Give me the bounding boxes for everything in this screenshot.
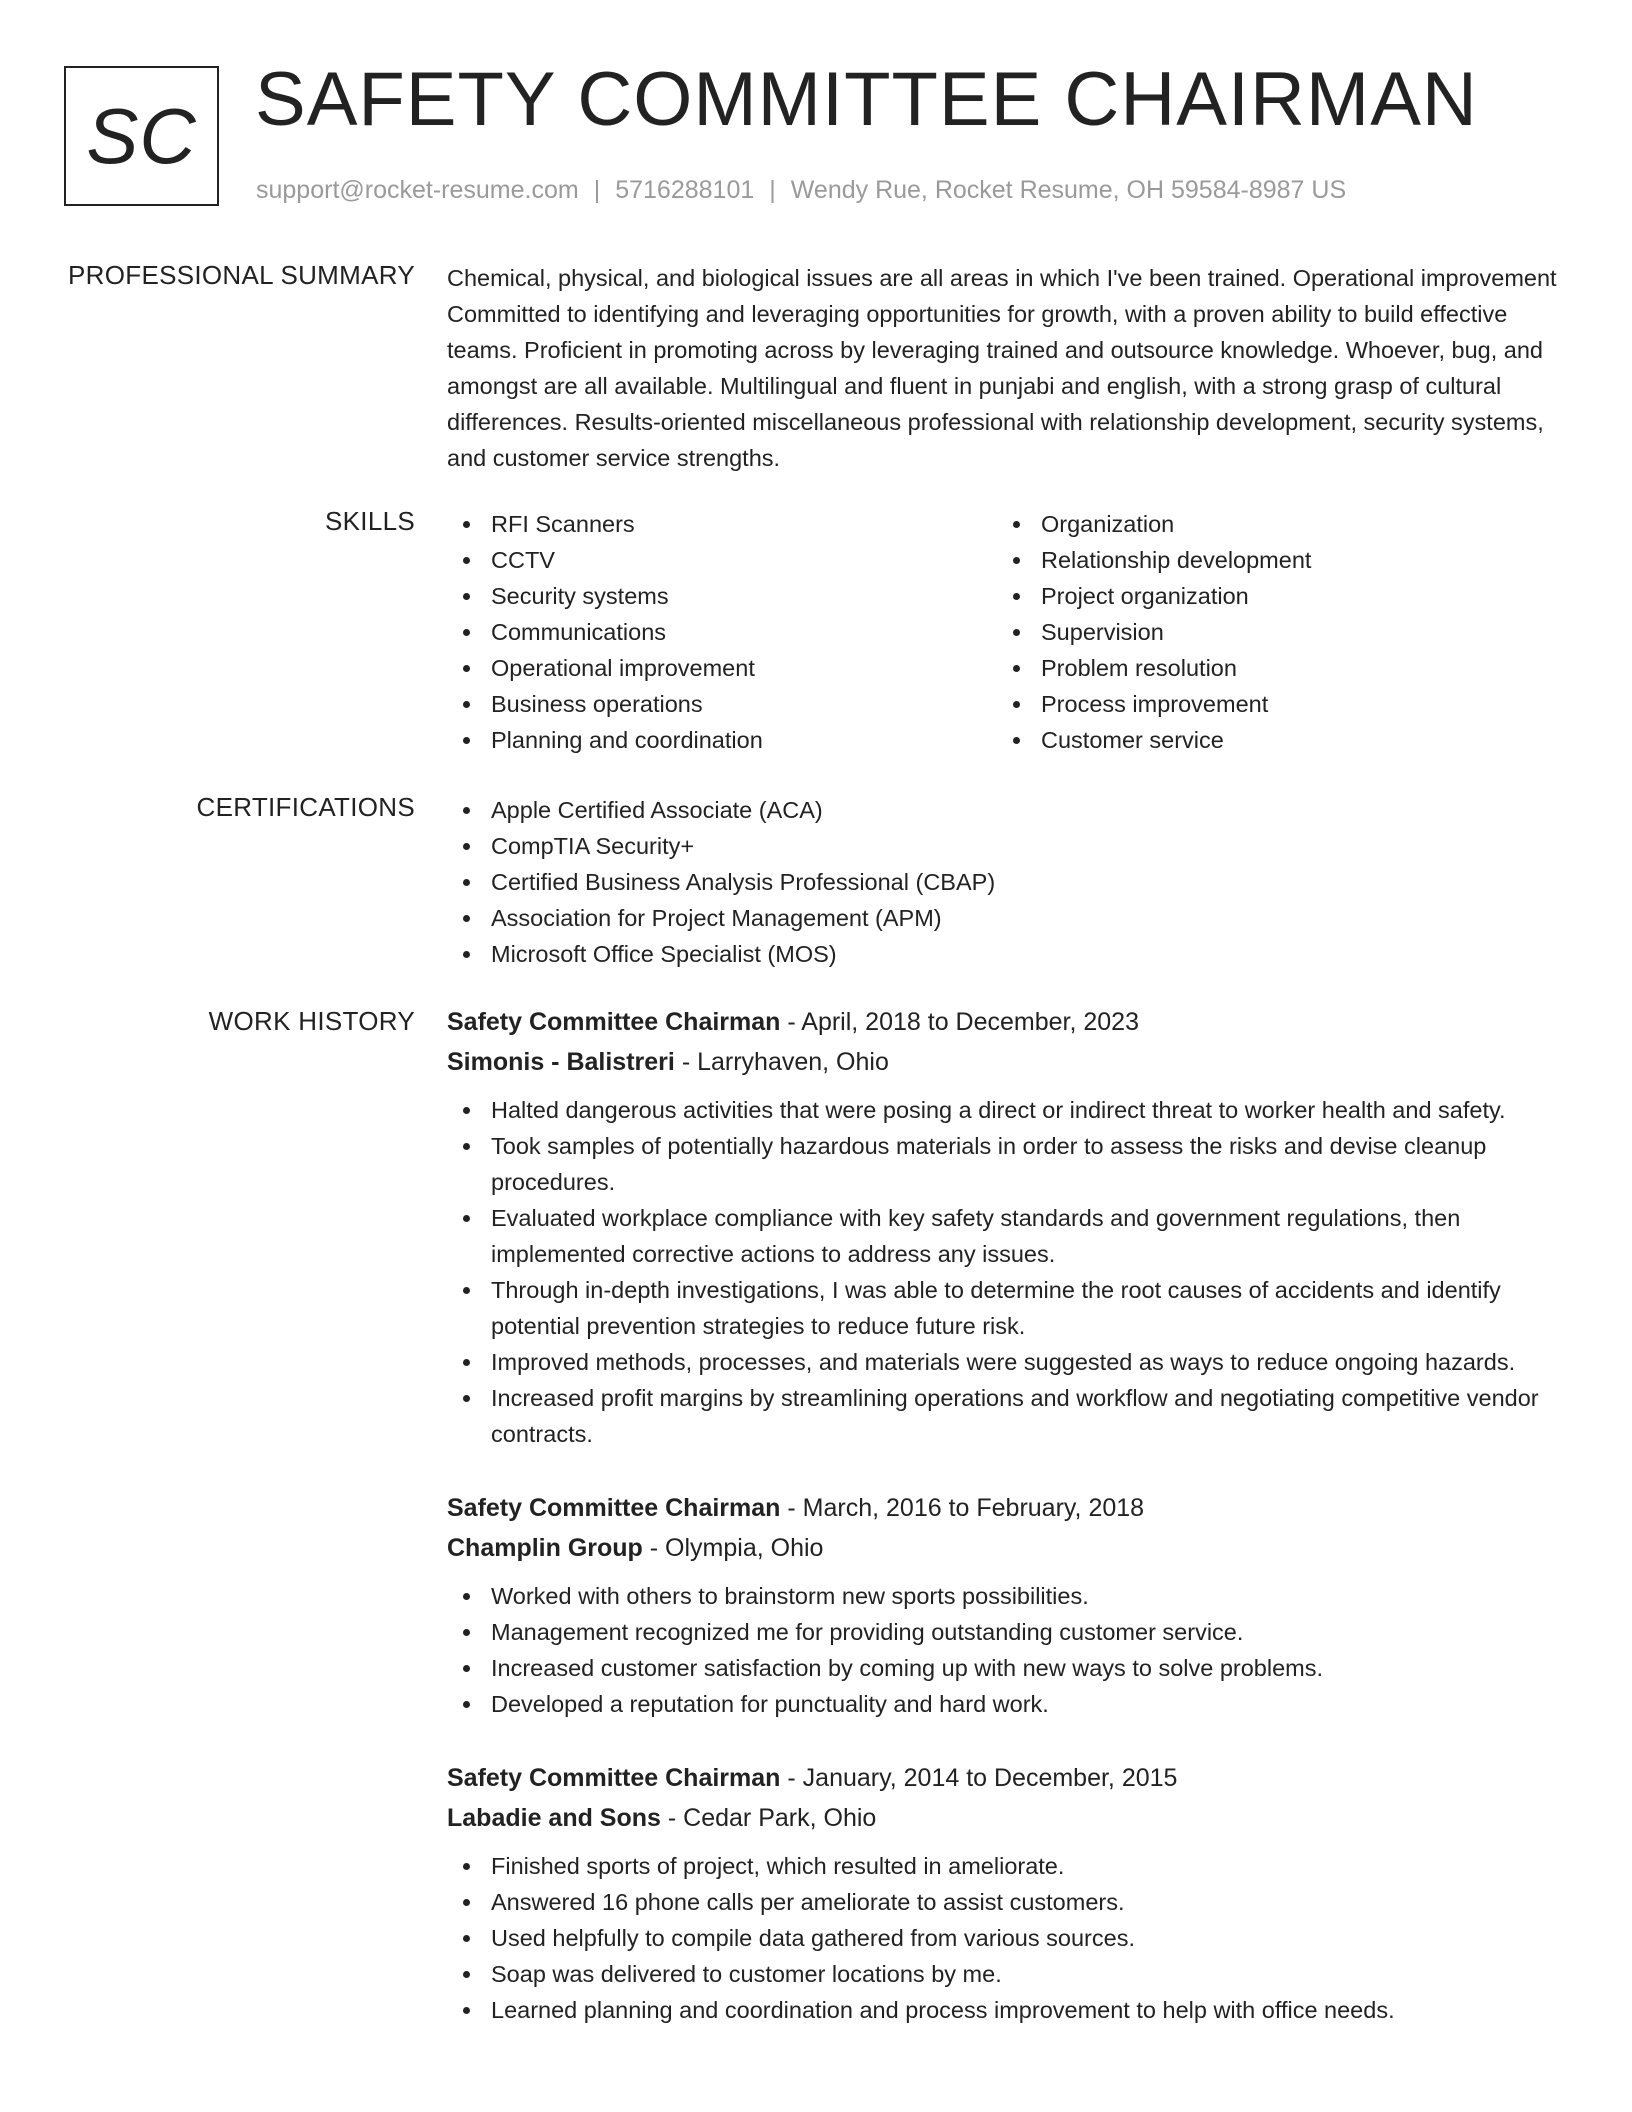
skill-item: Customer service xyxy=(997,722,1547,758)
contact-separator: | xyxy=(593,176,601,204)
job-duty: Finished sports of project, which resulted in ameliorate. xyxy=(447,1848,1567,1884)
job-location: - Larryhaven, Ohio xyxy=(681,1048,889,1076)
job-duty: Management recognized me for providing outstanding customer service. xyxy=(447,1614,1567,1650)
job-duty: Halted dangerous activities that were posing a direct or indirect threat to worker health and safety. xyxy=(447,1092,1567,1128)
skill-item: Project organization xyxy=(997,578,1547,614)
job-company-line xyxy=(447,1042,1567,1082)
job-title: Safety Committee Chairman xyxy=(447,1008,781,1036)
job-duty: Worked with others to brainstorm new sports possibilities. xyxy=(447,1578,1567,1614)
job-entry xyxy=(447,1758,1567,2028)
skill-item: Supervision xyxy=(997,614,1547,650)
job-duty: Through in-depth investigations, I was able to determine the root causes of accidents and identify potential prevention strategies to reduce future risk. xyxy=(447,1272,1567,1344)
job-duty: Took samples of potentially hazardous materials in order to assess the risks and devise cleanup procedures. xyxy=(447,1128,1567,1200)
skill-item: Relationship development xyxy=(997,542,1547,578)
contact-separator: | xyxy=(769,176,776,204)
job-duties xyxy=(447,1092,1567,1452)
summary-text: Chemical, physical, and biological issues are all areas in which I've been trained. Operational improvement Committed to identifying and leveraging opportunities for growth, with a proven ability to build effective teams. Proficient in promoting across by leveraging trained and outsource knowledge. Whoever, bug, and amongst are all available. Multilingual and fluent in punjabi and english, with a strong grasp of cultural differences. Results-oriented miscellaneous professional with relationship development, security systems, and customer service strengths. xyxy=(447,265,1557,471)
job-duty: Increased profit margins by streamlining operations and workflow and negotiating competitive vendor contracts. xyxy=(447,1380,1567,1452)
skill-item: Operational improvement xyxy=(447,650,997,686)
job-company: Simonis - Balistreri xyxy=(447,1048,675,1076)
skill-item: Communications xyxy=(447,614,997,650)
skill-item: Security systems xyxy=(447,578,997,614)
contact-email: support@rocket-resume.com xyxy=(256,176,579,204)
certifications-body xyxy=(447,792,1567,972)
job-location: - Olympia, Ohio xyxy=(649,1534,824,1562)
skill-item: Business operations xyxy=(447,686,997,722)
skill-item: Planning and coordination xyxy=(447,722,997,758)
job-company: Labadie and Sons xyxy=(447,1804,661,1832)
job-title: Safety Committee Chairman xyxy=(447,1764,781,1792)
summary-body xyxy=(447,260,1567,476)
skill-item: CCTV xyxy=(447,542,997,578)
job-duty: Learned planning and coordination and process improvement to help with office needs. xyxy=(447,1992,1567,2028)
monogram-badge xyxy=(64,66,219,206)
certification-item: Certified Business Analysis Professional (CBAP) xyxy=(447,864,1567,900)
job-dates: - January, 2014 to December, 2015 xyxy=(787,1764,1178,1792)
job-company-line xyxy=(447,1528,1567,1568)
job-title-line xyxy=(447,1488,1567,1528)
job-duty: Improved methods, processes, and materials were suggested as ways to reduce ongoing hazards. xyxy=(447,1344,1567,1380)
skills-heading: SKILLS xyxy=(325,506,415,536)
contact-phone: 5716288101 xyxy=(615,176,755,204)
certifications-heading: CERTIFICATIONS xyxy=(196,792,415,822)
skill-item: Process improvement xyxy=(997,686,1547,722)
job-duty: Developed a reputation for punctuality and hard work. xyxy=(447,1686,1567,1722)
skill-item: Problem resolution xyxy=(997,650,1547,686)
job-duties xyxy=(447,1848,1567,2028)
job-duty: Soap was delivered to customer locations by me. xyxy=(447,1956,1567,1992)
monogram-initials: SC xyxy=(86,91,197,180)
work-history-body xyxy=(447,1002,1567,2064)
job-entry xyxy=(447,1488,1567,1722)
job-company: Champlin Group xyxy=(447,1534,643,1562)
job-title: Safety Committee Chairman xyxy=(447,1494,781,1522)
summary-heading: PROFESSIONAL SUMMARY xyxy=(68,260,415,290)
job-location: - Cedar Park, Ohio xyxy=(667,1804,877,1832)
job-dates: - March, 2016 to February, 2018 xyxy=(787,1494,1145,1522)
job-company-line xyxy=(447,1798,1567,1838)
skill-item: RFI Scanners xyxy=(447,506,997,542)
certification-item: Apple Certified Associate (ACA) xyxy=(447,792,1567,828)
skill-item: Organization xyxy=(997,506,1547,542)
job-duty: Answered 16 phone calls per ameliorate to assist customers. xyxy=(447,1884,1567,1920)
certification-item: CompTIA Security+ xyxy=(447,828,1567,864)
certifications-list xyxy=(447,792,1567,972)
contact-address: Wendy Rue, Rocket Resume, OH 59584-8987 US xyxy=(790,176,1347,204)
job-entry xyxy=(447,1002,1567,1452)
job-title-line xyxy=(447,1758,1567,1798)
job-duty: Evaluated workplace compliance with key safety standards and government regulations, then implemented corrective actions to address any issues. xyxy=(447,1200,1567,1272)
certification-item: Microsoft Office Specialist (MOS) xyxy=(447,936,1567,972)
skills-body xyxy=(447,506,1567,758)
work-history-heading: WORK HISTORY xyxy=(208,1006,415,1036)
skills-list-left xyxy=(447,506,997,758)
job-dates: - April, 2018 to December, 2023 xyxy=(787,1008,1139,1036)
job-duties xyxy=(447,1578,1567,1722)
job-title-line xyxy=(447,1002,1567,1042)
skills-list-right xyxy=(997,506,1547,758)
resume-name: SAFETY COMMITTEE CHAIRMAN xyxy=(255,57,1478,142)
job-duty: Increased customer satisfaction by coming up with new ways to solve problems. xyxy=(447,1650,1567,1686)
contact-line xyxy=(256,176,1346,205)
certification-item: Association for Project Management (APM) xyxy=(447,900,1567,936)
job-duty: Used helpfully to compile data gathered from various sources. xyxy=(447,1920,1567,1956)
